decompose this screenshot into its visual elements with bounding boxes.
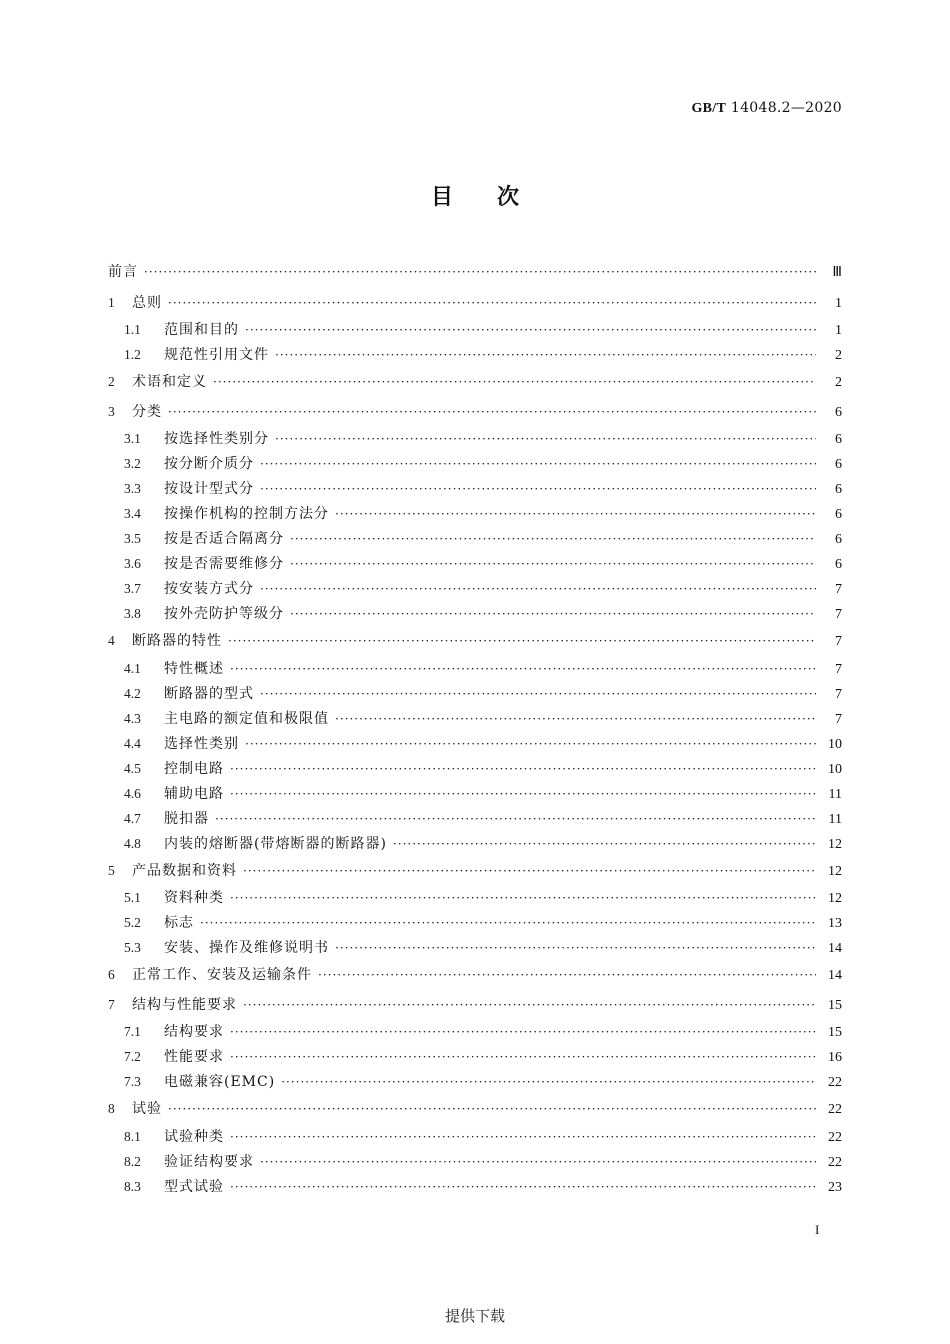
toc-entry-label: 前言: [108, 264, 138, 280]
toc-entry-label: 性能要求: [164, 1049, 224, 1065]
toc-leader-dots: [230, 782, 816, 807]
toc-entry-page: 16: [828, 1050, 842, 1065]
toc-entry-page: 11: [828, 786, 842, 802]
toc-entry-label: 按设计型式分: [164, 481, 254, 497]
toc-entry-page: 14: [828, 941, 842, 956]
toc-leader-dots: [200, 911, 816, 936]
toc-leader-dots: [281, 1070, 816, 1095]
toc-entry-number: 7: [108, 996, 115, 1012]
toc-entry-number: 6: [108, 967, 115, 982]
toc-entry-number: 5.2: [124, 915, 141, 930]
toc-leader-dots: [335, 502, 816, 527]
toc-entry-page: 6: [835, 432, 842, 447]
toc-entry[interactable]: [108, 626, 842, 656]
toc-entry-number: 8.1: [124, 1128, 141, 1144]
toc-entry-label: 规范性引用文件: [164, 347, 269, 363]
toc-entry-page: 2: [835, 348, 842, 363]
toc-entry-label: 总则: [132, 294, 162, 311]
toc-leader-dots: [230, 886, 816, 911]
toc-leader-dots: [230, 657, 816, 682]
toc-entry-page: 6: [835, 482, 842, 497]
toc-entry[interactable]: [108, 367, 842, 397]
toc-entry-label: 验证结构要求: [164, 1153, 254, 1170]
toc-entry-number: 8: [108, 1101, 115, 1116]
toc-entry[interactable]: [108, 601, 842, 626]
toc-entry-label: 结构要求: [164, 1024, 224, 1040]
toc-entry-number: 4.1: [124, 660, 141, 676]
toc-entry[interactable]: [108, 1044, 842, 1069]
toc-leader-dots: [168, 289, 816, 319]
toc-entry[interactable]: [108, 960, 842, 990]
toc-leader-dots: [260, 682, 816, 707]
toc-entry-page: 10: [828, 761, 842, 777]
toc-entry[interactable]: [108, 681, 842, 706]
toc-entry[interactable]: [108, 806, 842, 831]
toc-entry[interactable]: [108, 990, 842, 1020]
toc-entry-label: 按是否适合隔离分: [164, 531, 284, 547]
toc-leader-dots: [260, 452, 816, 477]
toc-entry-label: 按是否需要维修分: [164, 556, 284, 572]
toc-entry-page: 6: [835, 404, 842, 420]
toc-entry[interactable]: [108, 451, 842, 476]
toc-entry-label: 试验种类: [164, 1128, 224, 1145]
toc-entry-label: 断路器的特性: [132, 633, 222, 649]
toc-entry-number: 2: [108, 374, 115, 389]
toc-entry-number: 3: [108, 403, 115, 419]
toc-entry-label: 主电路的额定值和极限值: [164, 710, 329, 727]
toc-leader-dots: [260, 1150, 816, 1175]
toc-entry-number: 4.6: [124, 785, 141, 801]
toc-entry-page: 22: [828, 1075, 842, 1090]
toc-entry[interactable]: [108, 1019, 842, 1044]
toc-entry-page: 1: [835, 295, 842, 311]
toc-entry-number: 3.4: [124, 506, 141, 521]
toc-entry[interactable]: [108, 910, 842, 935]
toc-entry-page: 22: [828, 1154, 842, 1170]
standard-code: [691, 100, 842, 117]
toc-entry[interactable]: [108, 1069, 842, 1094]
toc-entry-page: 15: [828, 1025, 842, 1040]
toc-entry-label: 资料种类: [164, 890, 224, 906]
toc-entry[interactable]: [108, 885, 842, 910]
toc-entry[interactable]: [108, 476, 842, 501]
toc-leader-dots: [228, 627, 816, 657]
toc-entry-label: 结构与性能要求: [132, 996, 237, 1013]
toc-entry-number: 3.1: [124, 431, 141, 446]
toc-leader-dots: [168, 398, 816, 428]
standard-number: 14048.2—2020: [730, 100, 842, 116]
toc-entry-page: 10: [828, 736, 842, 752]
toc-entry-page: 12: [828, 863, 842, 879]
toc-leader-dots: [290, 527, 816, 552]
toc-entry-page: 2: [835, 375, 842, 390]
toc-entry-number: 4.7: [124, 810, 141, 826]
toc-leader-dots: [335, 707, 816, 732]
toc-entry-number: 4.3: [124, 710, 141, 726]
toc-leader-dots: [260, 477, 816, 502]
toc-leader-dots: [290, 552, 816, 577]
toc-entry-label: 范围和目的: [164, 322, 239, 338]
toc-leader-dots: [393, 832, 816, 857]
toc-entry-number: 3.6: [124, 556, 141, 571]
toc-entry-page: 7: [835, 607, 842, 622]
toc-entry[interactable]: [108, 551, 842, 576]
toc-leader-dots: [243, 857, 816, 887]
page-folio: I: [815, 1222, 820, 1237]
toc-entry-page: 7: [835, 582, 842, 597]
toc-entry-number: 4: [108, 633, 115, 648]
toc-entry[interactable]: [108, 317, 842, 342]
toc-entry-label: 按外壳防护等级分: [164, 606, 284, 622]
toc-entry[interactable]: [108, 756, 842, 781]
toc-entry[interactable]: [108, 1174, 842, 1199]
toc-leader-dots: [290, 602, 816, 627]
toc-entry-number: 1.2: [124, 347, 141, 362]
toc-leader-dots: [245, 732, 816, 757]
footer-text: 提供下载: [444, 1307, 505, 1325]
toc-entry-number: 5.1: [124, 890, 141, 905]
toc-entry-number: 7.2: [124, 1049, 141, 1064]
toc-entry-label: 型式试验: [164, 1178, 224, 1195]
toc-entry-label: 产品数据和资料: [132, 862, 237, 879]
toc-entry[interactable]: [108, 1149, 842, 1174]
toc-entry-label: 断路器的型式: [164, 685, 254, 702]
toc-leader-dots: [215, 807, 816, 832]
toc-entry-label: 电磁兼容(EMC): [164, 1074, 276, 1090]
toc-leader-dots: [230, 1020, 816, 1045]
toc-entry[interactable]: [108, 935, 842, 960]
toc-entry-page: 11: [828, 811, 842, 827]
toc-entry-number: 7.1: [124, 1024, 141, 1039]
toc-leader-dots: [275, 343, 816, 368]
toc-entry-label: 按操作机构的控制方法分: [164, 506, 329, 522]
page-title: 目次: [430, 185, 563, 210]
toc-entry-page: 22: [828, 1129, 842, 1145]
toc-entry-label: 按选择性类别分: [164, 431, 269, 447]
toc-entry[interactable]: [108, 501, 842, 526]
toc-leader-dots: [230, 1045, 816, 1070]
toc-entry[interactable]: [108, 258, 842, 288]
toc-entry-label: 脱扣器: [164, 810, 209, 827]
toc-entry-number: 3.2: [124, 456, 141, 471]
toc-entry-label: 辅助电路: [164, 785, 224, 802]
toc-leader-dots: [213, 368, 816, 398]
toc-entry[interactable]: [108, 342, 842, 367]
toc-leader-dots: [318, 961, 816, 991]
toc-entry-number: 1: [108, 294, 115, 310]
toc-entry-page: 22: [828, 1102, 842, 1117]
toc-entry-page: 7: [835, 686, 842, 702]
toc-leader-dots: [144, 258, 816, 288]
toc-entry-label: 术语和定义: [132, 374, 207, 390]
toc-entry-page: 14: [828, 968, 842, 983]
toc-leader-dots: [168, 1095, 816, 1125]
toc-entry-page: 6: [835, 457, 842, 472]
toc-entry-label: 选择性类别: [164, 735, 239, 752]
toc-entry-page: 1: [835, 323, 842, 338]
toc-entry[interactable]: [108, 576, 842, 601]
toc-entry[interactable]: [108, 1094, 842, 1124]
toc-entry[interactable]: [108, 706, 842, 731]
toc-entry-page: 12: [828, 891, 842, 906]
toc-entry[interactable]: [108, 1124, 842, 1149]
toc-entry-number: 3.8: [124, 606, 141, 621]
toc-entry[interactable]: [108, 831, 842, 856]
toc-entry[interactable]: [108, 781, 842, 806]
toc-entry-label: 按分断介质分: [164, 456, 254, 472]
toc-entry-page: 6: [835, 557, 842, 572]
toc-entry-label: 标志: [164, 915, 194, 931]
toc-entry-label: 特性概述: [164, 660, 224, 677]
toc-entry[interactable]: [108, 526, 842, 551]
toc-entry-number: 8.3: [124, 1178, 141, 1194]
toc-entry-number: 3.7: [124, 581, 141, 596]
toc-entry-number: 4.5: [124, 760, 141, 776]
table-of-contents: [108, 258, 842, 1199]
standard-prefix: GB/T: [691, 101, 727, 116]
toc-entry-label: 内装的熔断器(带熔断器的断路器): [164, 835, 387, 852]
toc-entry-page: Ⅲ: [832, 265, 842, 280]
toc-entry-page: 7: [835, 661, 842, 677]
toc-leader-dots: [230, 1175, 816, 1200]
toc-entry-number: 8.2: [124, 1153, 141, 1169]
toc-entry-number: 3.5: [124, 531, 141, 546]
toc-entry-label: 试验: [132, 1101, 162, 1117]
toc-entry-label: 控制电路: [164, 760, 224, 777]
toc-entry-number: 1.1: [124, 322, 141, 337]
toc-entry-page: 12: [828, 836, 842, 852]
toc-entry-label: 分类: [132, 403, 162, 420]
toc-entry-page: 23: [828, 1179, 842, 1195]
toc-entry-number: 5: [108, 862, 115, 878]
toc-entry[interactable]: [108, 731, 842, 756]
toc-entry[interactable]: [108, 397, 842, 427]
toc-entry-number: 4.2: [124, 685, 141, 701]
toc-leader-dots: [335, 936, 816, 961]
toc-entry-page: 7: [835, 711, 842, 727]
toc-leader-dots: [260, 577, 816, 602]
toc-entry-label: 安装、操作及维修说明书: [164, 940, 329, 956]
toc-entry-number: 4.8: [124, 835, 141, 851]
toc-entry[interactable]: [108, 656, 842, 681]
toc-entry-page: 13: [828, 916, 842, 931]
toc-entry-page: 6: [835, 507, 842, 522]
toc-entry-label: 按安装方式分: [164, 581, 254, 597]
toc-entry-page: 6: [835, 532, 842, 547]
toc-leader-dots: [230, 1125, 816, 1150]
toc-entry-page: 7: [835, 634, 842, 649]
toc-entry[interactable]: [108, 288, 842, 318]
toc-entry-label: 正常工作、安装及运输条件: [132, 967, 312, 983]
toc-entry[interactable]: [108, 856, 842, 886]
toc-leader-dots: [230, 757, 816, 782]
toc-entry-number: 3.3: [124, 481, 141, 496]
toc-leader-dots: [243, 991, 816, 1021]
toc-entry[interactable]: [108, 426, 842, 451]
toc-entry-number: 5.3: [124, 940, 141, 955]
toc-leader-dots: [275, 427, 816, 452]
toc-entry-page: 15: [828, 997, 842, 1013]
toc-entry-number: 4.4: [124, 735, 141, 751]
toc-entry-number: 7.3: [124, 1074, 141, 1089]
toc-leader-dots: [245, 318, 816, 343]
